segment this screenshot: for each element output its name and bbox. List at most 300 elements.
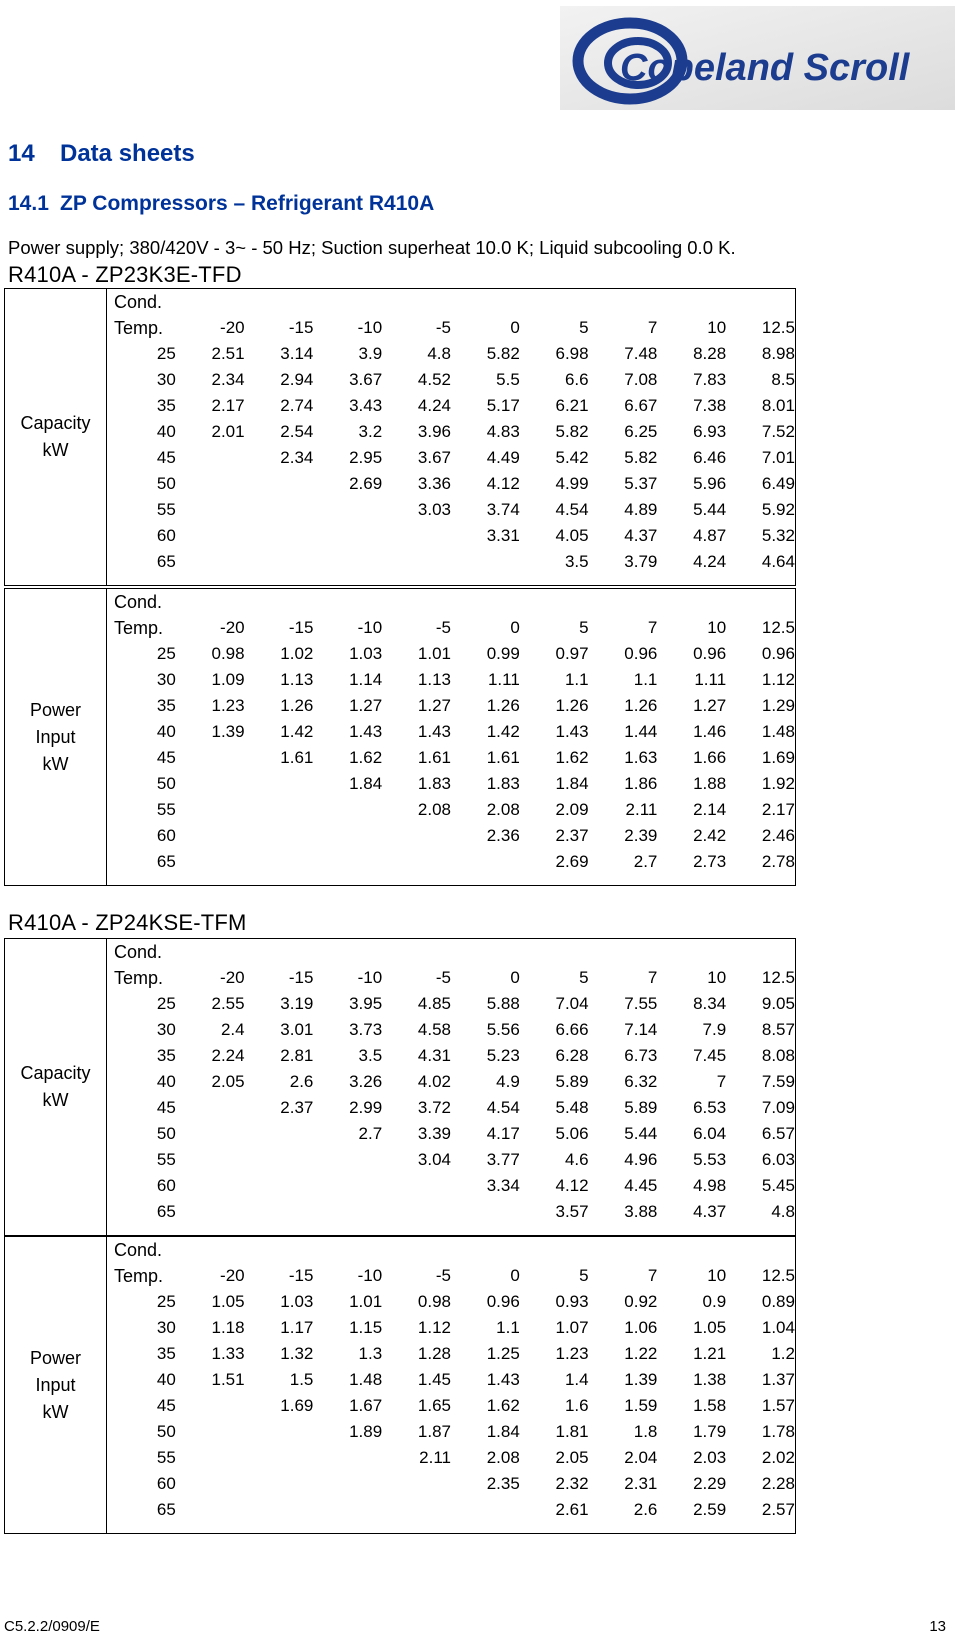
value-cell: 2.32 [555, 1474, 589, 1493]
value-cell: 5.48 [555, 1098, 589, 1117]
value-cell: 1.92 [761, 774, 795, 793]
value-cell: 2.01 [211, 422, 245, 441]
evap-temp-header: -20 [220, 318, 245, 337]
table-row [108, 341, 795, 367]
value-cell: 3.43 [349, 396, 383, 415]
value-cell: 6.25 [624, 422, 658, 441]
value-cell: 1.5 [289, 1370, 314, 1389]
value-cell: 1.29 [761, 696, 795, 715]
value-cell: 1.51 [211, 1370, 245, 1389]
table-row [108, 497, 795, 523]
evap-temp-header: 5 [579, 968, 589, 987]
supply-conditions: Power supply; 380/420V - 3~ - 50 Hz; Suction superheat 10.0 K; Liquid subcooling 0.0 K. [8, 237, 736, 258]
value-cell: 8.98 [761, 344, 795, 363]
cond-temp-cell: 35 [156, 396, 176, 415]
cond-temp-cell: 30 [156, 1318, 176, 1337]
value-cell: 1.05 [211, 1292, 245, 1311]
value-cell: 6.28 [555, 1046, 589, 1065]
evap-temp-header: -15 [288, 1266, 314, 1285]
cond-temp-cell: 45 [156, 1098, 176, 1117]
table-row [108, 991, 795, 1017]
value-cell: 3.36 [417, 474, 451, 493]
table-row [108, 1289, 795, 1315]
cond-temp-cell: 55 [156, 1448, 176, 1467]
table-row [108, 641, 795, 667]
value-cell: 2.69 [349, 474, 383, 493]
table-side-label [5, 1237, 107, 1533]
table-row [108, 823, 795, 849]
value-cell: 4.64 [761, 552, 795, 571]
value-cell: 4.12 [555, 1176, 589, 1195]
value-cell: 1.26 [280, 696, 314, 715]
value-cell: 1.26 [555, 696, 589, 715]
value-cell: 2.37 [555, 826, 589, 845]
header-row [108, 965, 795, 991]
cond-temp-cell: 60 [156, 526, 176, 545]
value-cell: 2.73 [693, 852, 727, 871]
value-cell: 1.88 [693, 774, 727, 793]
value-cell: 1.43 [555, 722, 589, 741]
evap-temp-header: -20 [220, 968, 245, 987]
header-row [108, 615, 795, 641]
value-cell: 7.55 [624, 994, 658, 1013]
value-cell: 0.9 [702, 1292, 727, 1311]
table-row [108, 1017, 795, 1043]
value-cell: 6.73 [624, 1046, 658, 1065]
value-cell: 0.96 [624, 644, 658, 663]
table-row [108, 745, 795, 771]
value-cell: 4.52 [417, 370, 451, 389]
value-cell: 2.17 [761, 800, 795, 819]
value-cell: 7.08 [624, 370, 658, 389]
cond-temp-cell: 40 [156, 722, 176, 741]
value-cell: 5.92 [761, 500, 795, 519]
value-cell: 5.44 [693, 500, 727, 519]
cond-temp-cell: 45 [156, 1396, 176, 1415]
value-cell: 1.69 [280, 1396, 314, 1415]
value-cell: 4.87 [693, 526, 727, 545]
evap-temp-header: -10 [357, 618, 383, 637]
value-cell: 4.12 [486, 474, 520, 493]
value-cell: 1.03 [349, 644, 383, 663]
table-row [108, 1147, 795, 1173]
value-cell: 1.21 [693, 1344, 727, 1363]
value-cell: 5.89 [624, 1098, 658, 1117]
table-row [108, 549, 795, 575]
table-side-label [5, 589, 107, 885]
value-cell: 2.42 [693, 826, 727, 845]
value-cell: 2.11 [419, 1448, 451, 1467]
value-cell: 4.37 [624, 526, 658, 545]
subsection-number: 14.1 [8, 192, 49, 215]
value-cell: 1.67 [349, 1396, 383, 1415]
evap-temp-header: 12.5 [761, 1266, 795, 1285]
cond-temp-cell: 40 [156, 1370, 176, 1389]
value-cell: 1.07 [555, 1318, 589, 1337]
value-cell: 1.32 [280, 1344, 314, 1363]
value-cell: 1.33 [211, 1344, 245, 1363]
power-input-table [4, 588, 796, 886]
value-cell: 3.14 [280, 344, 314, 363]
value-cell: 4.49 [486, 448, 520, 467]
value-cell: 1.13 [417, 670, 451, 689]
table-row [108, 471, 795, 497]
evap-temp-header: 10 [707, 968, 727, 987]
cond-temp-cell: 55 [156, 500, 176, 519]
table-row [108, 1315, 795, 1341]
cond-temp-cell: 50 [156, 774, 176, 793]
table-side-label [5, 939, 107, 1235]
value-cell: 1.14 [349, 670, 383, 689]
evap-temp-header: 7 [647, 1266, 658, 1285]
logo-text: Copeland Scroll [620, 47, 910, 89]
evap-temp-header: 7 [647, 618, 658, 637]
header-cond: Cond. [114, 291, 163, 312]
value-cell: 5.82 [486, 344, 520, 363]
value-cell: 1.12 [761, 670, 795, 689]
value-cell: 0.93 [555, 1292, 589, 1311]
value-cell: 4.98 [693, 1176, 727, 1195]
value-cell: 1.28 [417, 1344, 451, 1363]
table-row [108, 1199, 795, 1225]
value-cell: 4.8 [427, 344, 451, 363]
value-cell: 1.62 [349, 748, 383, 767]
value-cell: 2.78 [761, 852, 795, 871]
cond-temp-cell: 30 [156, 1020, 176, 1039]
evap-temp-header: 10 [707, 318, 727, 337]
value-cell: 1.78 [761, 1422, 795, 1441]
value-cell: 2.14 [693, 800, 727, 819]
value-cell: 3.39 [417, 1124, 451, 1143]
value-cell: 1.46 [693, 722, 727, 741]
value-cell: 1.83 [486, 774, 520, 793]
value-cell: 1.03 [280, 1292, 314, 1311]
value-cell: 1.61 [486, 748, 520, 767]
value-cell: 2.36 [486, 826, 520, 845]
value-cell: 1.86 [624, 774, 658, 793]
value-cell: 7.48 [624, 344, 658, 363]
table-row [108, 667, 795, 693]
value-cell: 1.26 [486, 696, 520, 715]
value-cell: 4.31 [417, 1046, 451, 1065]
value-cell: 6.32 [624, 1072, 658, 1091]
table-row [108, 719, 795, 745]
evap-temp-header: 5 [579, 318, 589, 337]
value-cell: 1.81 [555, 1422, 589, 1441]
value-cell: 4.8 [771, 1202, 795, 1221]
cond-temp-cell: 60 [156, 1474, 176, 1493]
header-cond: Cond. [114, 941, 163, 962]
value-cell: 2.69 [555, 852, 589, 871]
table-row [108, 419, 795, 445]
value-cell: 2.99 [349, 1098, 383, 1117]
side-label-line: Input [35, 1374, 76, 1395]
value-cell: 4.02 [417, 1072, 451, 1091]
value-cell: 6.03 [761, 1150, 795, 1169]
evap-temp-header: 5 [579, 618, 589, 637]
value-cell: 1.05 [693, 1318, 727, 1337]
capacity-table [4, 288, 796, 586]
value-cell: 2.7 [358, 1124, 383, 1143]
evap-temp-header: -10 [357, 1266, 383, 1285]
value-cell: 0.98 [417, 1292, 451, 1311]
table-row [108, 771, 795, 797]
value-cell: 5.5 [496, 370, 520, 389]
value-cell: 3.19 [280, 994, 314, 1013]
header-row [108, 315, 795, 341]
subsection-title: ZP Compressors – Refrigerant R410A [60, 192, 435, 215]
table-grid [108, 1237, 795, 1523]
header-temp: Temp. [114, 617, 164, 638]
value-cell: 8.34 [693, 994, 727, 1013]
table-row [108, 1341, 795, 1367]
value-cell: 2.95 [349, 448, 383, 467]
value-cell: 1.11 [487, 670, 520, 689]
table-side-label [5, 289, 107, 585]
value-cell: 0.98 [211, 644, 245, 663]
value-cell: 6.46 [693, 448, 727, 467]
cond-temp-cell: 30 [156, 670, 176, 689]
table-row [108, 1121, 795, 1147]
value-cell: 2.46 [761, 826, 795, 845]
section-heading [8, 140, 195, 168]
value-cell: 9.05 [761, 994, 795, 1013]
value-cell: 2.02 [761, 1448, 795, 1467]
table-row [108, 1095, 795, 1121]
table-row [108, 523, 795, 549]
value-cell: 3.5 [564, 552, 589, 571]
cond-temp-cell: 40 [156, 1072, 176, 1091]
value-cell: 2.05 [211, 1072, 245, 1091]
value-cell: 3.5 [358, 1046, 383, 1065]
value-cell: 8.57 [761, 1020, 795, 1039]
value-cell: 1.58 [693, 1396, 727, 1415]
value-cell: 1.23 [211, 696, 245, 715]
value-cell: 5.44 [624, 1124, 658, 1143]
table-grid [108, 289, 795, 575]
value-cell: 3.04 [417, 1150, 451, 1169]
evap-temp-header: 0 [510, 318, 520, 337]
value-cell: 4.9 [496, 1072, 520, 1091]
value-cell: 1.62 [486, 1396, 520, 1415]
value-cell: 6.53 [693, 1098, 727, 1117]
cond-temp-cell: 25 [156, 644, 176, 663]
cond-temp-cell: 25 [156, 344, 176, 363]
value-cell: 1.13 [280, 670, 314, 689]
header-cond: Cond. [114, 591, 163, 612]
table-row [108, 1393, 795, 1419]
value-cell: 1.57 [761, 1396, 795, 1415]
table-row [108, 693, 795, 719]
value-cell: 4.24 [417, 396, 451, 415]
value-cell: 2.81 [280, 1046, 314, 1065]
value-cell: 1.1 [564, 670, 589, 689]
table-row [108, 1497, 795, 1523]
footer-page-number: 13 [929, 1618, 946, 1635]
cond-temp-cell: 25 [156, 1292, 176, 1311]
value-cell: 2.24 [211, 1046, 245, 1065]
table-row [108, 445, 795, 471]
value-cell: 2.34 [211, 370, 245, 389]
value-cell: 1.4 [564, 1370, 589, 1389]
table-row [108, 1367, 795, 1393]
value-cell: 2.39 [624, 826, 658, 845]
evap-temp-header: 10 [707, 618, 727, 637]
evap-temp-header: 5 [579, 1266, 589, 1285]
value-cell: 2.6 [633, 1500, 658, 1519]
value-cell: 1.02 [280, 644, 314, 663]
cond-temp-cell: 25 [156, 994, 176, 1013]
value-cell: 2.34 [280, 448, 314, 467]
evap-temp-header: 10 [707, 1266, 727, 1285]
cond-temp-cell: 30 [156, 370, 176, 389]
side-label-line: Capacity [20, 413, 91, 433]
evap-temp-header: -10 [357, 968, 383, 987]
value-cell: 4.58 [417, 1020, 451, 1039]
evap-temp-header: -15 [288, 968, 314, 987]
value-cell: 1.27 [693, 696, 727, 715]
value-cell: 2.55 [211, 994, 245, 1013]
value-cell: 1.22 [624, 1344, 658, 1363]
value-cell: 1.6 [564, 1396, 589, 1415]
table-row [108, 1471, 795, 1497]
value-cell: 1.01 [349, 1292, 383, 1311]
value-cell: 3.96 [417, 422, 451, 441]
value-cell: 1.26 [624, 696, 658, 715]
cond-temp-cell: 35 [156, 1344, 176, 1363]
table-row [108, 1445, 795, 1471]
evap-temp-header: -10 [357, 318, 383, 337]
value-cell: 1.66 [693, 748, 727, 767]
value-cell: 1.06 [624, 1318, 658, 1337]
value-cell: 1.39 [624, 1370, 658, 1389]
value-cell: 0.96 [693, 644, 727, 663]
value-cell: 3.72 [417, 1098, 451, 1117]
header-temp: Temp. [114, 1265, 164, 1286]
value-cell: 0.89 [761, 1292, 795, 1311]
value-cell: 2.03 [693, 1448, 727, 1467]
cond-temp-cell: 35 [156, 1046, 176, 1065]
value-cell: 2.09 [555, 800, 589, 819]
value-cell: 4.24 [693, 552, 727, 571]
value-cell: 1.44 [624, 722, 658, 741]
evap-temp-header: 0 [510, 1266, 520, 1285]
value-cell: 3.01 [280, 1020, 314, 1039]
value-cell: 1.8 [633, 1422, 658, 1441]
section-title: Data sheets [60, 140, 195, 167]
value-cell: 3.95 [349, 994, 383, 1013]
side-label-line: Capacity [20, 1063, 91, 1083]
value-cell: 5.17 [486, 396, 520, 415]
value-cell: 5.42 [555, 448, 589, 467]
value-cell: 2.7 [633, 852, 658, 871]
evap-temp-header: -5 [435, 1266, 451, 1285]
value-cell: 1.69 [761, 748, 795, 767]
value-cell: 6.21 [555, 396, 589, 415]
table-row [108, 1173, 795, 1199]
value-cell: 1.42 [280, 722, 314, 741]
value-cell: 3.9 [358, 344, 383, 363]
evap-temp-header: 0 [510, 968, 520, 987]
table-row [108, 1069, 795, 1095]
value-cell: 2.17 [211, 396, 245, 415]
value-cell: 7.09 [761, 1098, 795, 1117]
header-temp: Temp. [114, 317, 164, 338]
value-cell: 4.96 [624, 1150, 658, 1169]
value-cell: 1.18 [211, 1318, 245, 1337]
cond-temp-cell: 50 [156, 1422, 176, 1441]
header-row [108, 1263, 795, 1289]
value-cell: 3.77 [486, 1150, 520, 1169]
value-cell: 0.96 [761, 644, 795, 663]
value-cell: 5.32 [761, 526, 795, 545]
value-cell: 1.87 [417, 1422, 451, 1441]
power-input-table [4, 1236, 796, 1534]
value-cell: 5.53 [693, 1150, 727, 1169]
value-cell: 1.84 [349, 774, 383, 793]
value-cell: 2.28 [761, 1474, 795, 1493]
value-cell: 5.37 [624, 474, 658, 493]
value-cell: 7.45 [693, 1046, 727, 1065]
value-cell: 0.97 [555, 644, 589, 663]
value-cell: 1.42 [486, 722, 520, 741]
model-title: R410A - ZP24KSE-TFM [8, 910, 247, 935]
value-cell: 2.29 [693, 1474, 727, 1493]
value-cell: 5.06 [555, 1124, 589, 1143]
value-cell: 7.59 [761, 1072, 795, 1091]
cond-temp-cell: 65 [156, 852, 176, 871]
value-cell: 2.08 [486, 800, 520, 819]
value-cell: 1.37 [761, 1370, 795, 1389]
value-cell: 1.43 [349, 722, 383, 741]
value-cell: 5.56 [486, 1020, 520, 1039]
value-cell: 1.01 [417, 644, 451, 663]
evap-temp-header: 12.5 [761, 618, 795, 637]
header-cond: Cond. [114, 1239, 163, 1260]
value-cell: 3.79 [624, 552, 658, 571]
value-cell: 1.61 [417, 748, 451, 767]
cond-temp-cell: 50 [156, 474, 176, 493]
value-cell: 6.49 [761, 474, 795, 493]
value-cell: 0.92 [624, 1292, 658, 1311]
value-cell: 7.83 [693, 370, 727, 389]
value-cell: 2.08 [486, 1448, 520, 1467]
value-cell: 3.73 [349, 1020, 383, 1039]
value-cell: 1.11 [694, 670, 727, 689]
value-cell: 8.01 [761, 396, 795, 415]
table-row [108, 849, 795, 875]
side-label-line: Power [29, 699, 82, 720]
value-cell: 4.89 [624, 500, 658, 519]
value-cell: 3.74 [486, 500, 520, 519]
evap-temp-header: 7 [647, 968, 658, 987]
evap-temp-header: 7 [647, 318, 658, 337]
value-cell: 3.34 [486, 1176, 520, 1195]
cond-temp-cell: 55 [156, 800, 176, 819]
value-cell: 6.6 [564, 370, 589, 389]
value-cell: 1.27 [417, 696, 451, 715]
side-label-line: kW [42, 440, 69, 460]
value-cell: 2.59 [693, 1500, 727, 1519]
side-label-line: kW [42, 753, 69, 774]
cond-temp-cell: 65 [156, 552, 176, 571]
value-cell: 3.31 [486, 526, 520, 545]
value-cell: 2.4 [220, 1020, 245, 1039]
side-label-line: kW [42, 1401, 69, 1422]
value-cell: 7.52 [761, 422, 795, 441]
evap-temp-header: 12.5 [761, 318, 795, 337]
value-cell: 3.03 [417, 500, 451, 519]
